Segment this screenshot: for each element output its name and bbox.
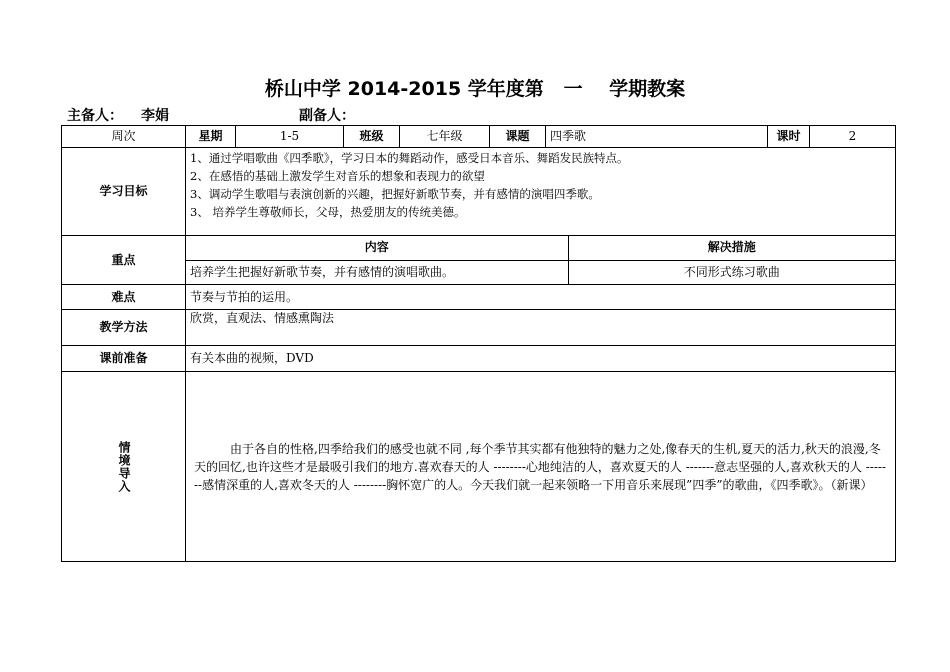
main-author-label: 主备人： (67, 108, 123, 124)
prep-label: 课前准备 (62, 346, 186, 372)
class-label: 班级 (344, 126, 400, 148)
page-title: 桥山中学 2014-2015 学年度第 一 学期教案 (264, 78, 686, 100)
objectives-row (62, 148, 896, 236)
difficulty-value: 节奏与节拍的运用。 (186, 285, 896, 310)
author-line (63, 105, 893, 125)
intro-label-cell (62, 372, 186, 562)
intro-row (62, 372, 896, 562)
objective-item: 2、在感悟的基础上激发学生对音乐的想象和表现力的欲望 (190, 169, 485, 183)
deputy-author-label: 副备人： (299, 108, 355, 124)
method-row (62, 310, 896, 346)
prep-value: 有关本曲的视频，DVD (186, 346, 896, 372)
topic-label: 课题 (490, 126, 546, 148)
topic-value: 四季歌 (546, 126, 768, 148)
key-points-inner-table (186, 236, 895, 284)
lesson-plan-table (61, 125, 896, 562)
difficulty-label: 难点 (62, 285, 186, 310)
key-points-cell (186, 236, 896, 285)
key-point-solution: 不同形式练习歌曲 (683, 264, 780, 279)
key-points-row (62, 236, 896, 285)
lesson-info-row (62, 126, 896, 148)
key-points-label: 重点 (62, 236, 186, 285)
key-point-content: 培养学生把握好新歌节奏，并有感情的演唱歌曲。 (186, 260, 568, 284)
weekday-value: 1-5 (236, 126, 344, 148)
intro-cell (186, 372, 896, 562)
intro-label: 情境导入 (117, 440, 131, 493)
objectives-list (186, 148, 896, 236)
class-value: 七年级 (400, 126, 490, 148)
objective-item: 3、调动学生歌唱与表演创新的兴趣，把握好新歌节奏，并有感情的演唱四季歌。 (190, 187, 600, 201)
method-label: 教学方法 (62, 310, 186, 346)
method-value: 欣赏，直观法、情感熏陶法 (186, 310, 896, 346)
weekday-label: 星期 (186, 126, 236, 148)
hours-label: 课时 (768, 126, 810, 148)
hours-value: 2 (810, 126, 896, 148)
content-header: 内容 (186, 236, 568, 260)
objective-item: 3、 培养学生尊敬师长，父母，热爱朋友的传统美德。 (190, 205, 466, 219)
solution-header: 解决措施 (568, 236, 895, 260)
prep-row (62, 346, 896, 372)
difficulty-row (62, 285, 896, 310)
objectives-label: 学习目标 (62, 148, 186, 236)
week-label: 周次 (62, 126, 186, 148)
objective-item: 1、通过学唱歌曲《四季歌》，学习日本的舞蹈动作，感受日本音乐、舞蹈发民族特点。 (190, 151, 629, 165)
main-author-name: 李娟 (141, 108, 169, 124)
intro-text: 由于各自的性格,四季给我们的感受也就不同 ,每个季节其实都有他独特的魅力之处,像春天的生机,夏天的活力,秋天的浪漫,冬天的回忆,也许这些才是最吸引我们的地方.喜欢春天的人 --------心地纯洁的人，喜欢夏天的人 -------意志坚强的人,喜欢秋天的人 -------感情深重的人,喜欢冬天的人 --------胸怀宽广的人。今天我们就一起来领略一下用音乐来展现”四季”的歌曲，《四季歌》。（新课） (194, 441, 886, 492)
